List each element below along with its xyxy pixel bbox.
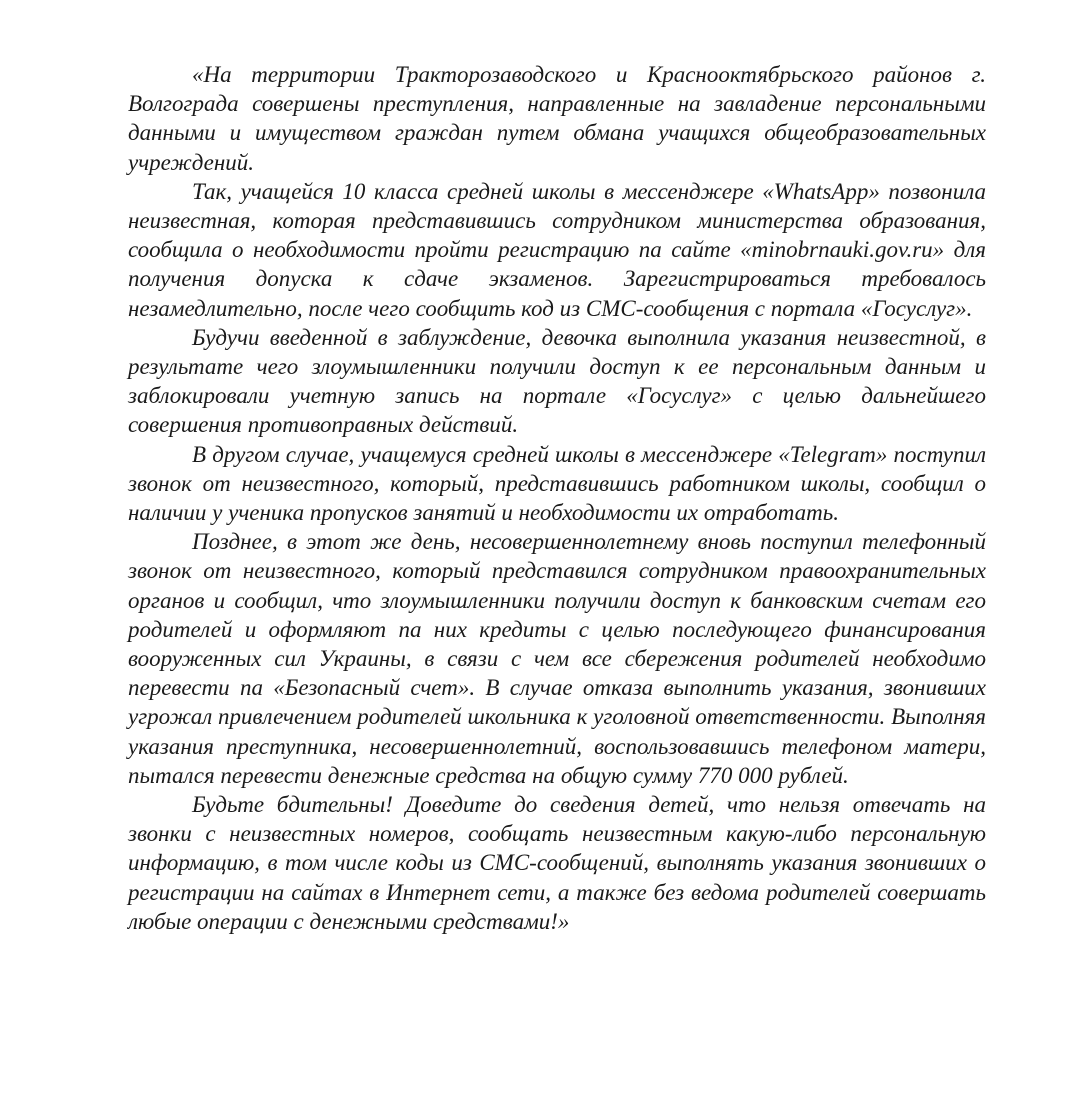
paragraph-warning: Будьте бдительны! Доведите до сведения детей, что нельзя отвечать на звонки с неизвестных номеров, сообщать неизвестным какую-либо персональную информацию, в том числе коды из СМС-сообщений, выполнять указания звонивших о регистрации на сайтах в Интернет сети, а также без ведома родителей совершать любые операции с денежными средствами!» bbox=[128, 792, 986, 934]
paragraph-consequences: Будучи введенной в заблуждение, девочка выполнила указания неизвестной, в результате чего злоумышленники получили доступ к ее персональным данным и заблокировали учетную запись на портале «Госуслуг» с целью дальнейшего совершения противоправных действий. bbox=[128, 324, 986, 438]
paragraph-intro: «На территории Тракторозаводского и Краснооктябрьского районов г. Волгограда совершены преступления, направленные на завладение персональными данными и имуществом граждан путем обмана учащихся общеобразовательных учреждений. bbox=[128, 62, 986, 175]
document-body bbox=[128, 60, 986, 936]
paragraph-whatsapp-case: Так, учащейся 10 класса средней школы в мессенджере «WhatsApp» позвонила неизвестная, которая представившись сотрудником министерства образования, сообщила о необходимости пройти регистрацию па сайте «minobrnauki.gov.ru» для получения допуска к сдаче экзаменов. Зарегистрироваться требовалось незамедлительно, после чего сообщить код из СМС-сообщения с портала «Госуслуг». bbox=[128, 178, 986, 321]
paragraph-telegram-case: В другом случае, учащемуся средней школы в мессенджере «Telegram» поступил звонок от неизвестного, который, представившись работником школы, сообщил о наличии у ученика пропусков занятий и необходимости их отработать. bbox=[128, 441, 986, 526]
paragraph-police-call: Позднее, в этот же день, несовершеннолетнему вновь поступил телефонный звонок от неизвестного, который представился сотрудником правоохранительных органов и сообщил, что злоумышленники получили доступ к банковским счетам его родителей и оформляют па них кредиты с целью последующего финансирования вооруженных сил Украины, в связи с чем все сбережения родителей необходимо перевести па «Безопасный счет». В случае отказа выполнить указания, звонивших угрожал привлечением родителей школьника к уголовной ответственности. Выполняя указания преступника, несовершеннолетний, воспользовавшись телефоном матери, пытался перевести денежные средства на общую сумму 770 000 рублей. bbox=[128, 529, 986, 788]
